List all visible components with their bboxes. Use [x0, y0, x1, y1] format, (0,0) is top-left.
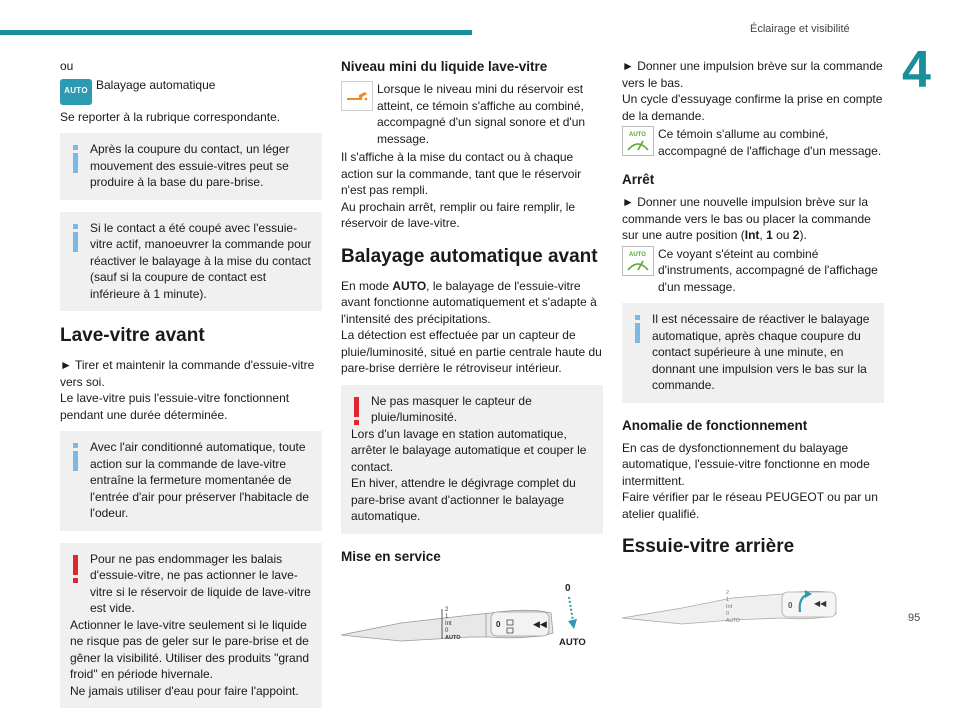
heading-arret: Arrêt [622, 172, 655, 187]
auto-row [60, 77, 322, 107]
heading-lave-vitre: Lave-vitre avant [60, 325, 205, 346]
info-text-col3: Il est nécessaire de réactiver le balayage automatique, après chaque coupure du contact supérieure à une minute, en donnant une impulsion vers le bas sur la commande. [652, 312, 870, 392]
rear-pos-1-label: 1 [726, 597, 730, 603]
rear-auto-label: AUTO [726, 618, 740, 624]
heading-niveau-mini: Niveau mini du liquide lave-vitre [341, 59, 548, 74]
heading-essuie-vitre-arriere: Essuie-vitre arrière [622, 536, 795, 557]
column-3 [622, 58, 884, 635]
warning-text-1b: Actionner le lave-vitre seulement si le liquide ne risque pas de geler sur le pare-brise et de gêner la visibilité. Utiliser des produits "grand froid" en période hivernale. [70, 617, 310, 681]
stalk-diagram-rear [622, 568, 884, 635]
warning-text-1a: Pour ne pas endommager les balais d'essuie-vitre, ne pas actionner le lave-vitre si le réservoir de liquide de lave-vitre est vide. [90, 551, 311, 615]
auto-p1-prefix: En mode [341, 278, 393, 293]
lave-description: Le lave-vitre puis l'essuie-vitre fonctionnent pendant une durée déterminée. [60, 391, 290, 422]
stalk-diagram-front [341, 573, 603, 658]
col3-p2: Un cycle d'essuyage confirme la prise en compte de la demande. [622, 92, 883, 123]
wiper-icon-wrap-1 [622, 126, 654, 156]
pos-0-label: 0 [445, 627, 449, 634]
rear-pos-0-label: 0 [726, 611, 730, 617]
wiper-indicator-row-1 [622, 126, 884, 159]
warning-text-2b: Lors d'un lavage en station automatique, arrêter le balayage automatique et couper le contact. [351, 426, 587, 474]
heading-balayage-auto: Balayage automatique avant [341, 245, 598, 267]
rear-ring-zero-label: 0 [788, 601, 793, 610]
info-box-2 [60, 212, 322, 312]
chapter-number: 4 [902, 41, 931, 99]
arret-int: Int [744, 228, 760, 242]
auto-label: Balayage automatique [96, 77, 216, 92]
fast-forward-icon: ◀◀ [533, 618, 547, 629]
refer-text: Se reporter à la rubrique correspondante. [60, 109, 281, 124]
anomalie-p2: Faire vérifier par le réseau PEUGEOT ou par un atelier qualifié. [622, 490, 878, 521]
auto-p2: La détection est effectuée par un capteur de pluie/luminosité, situé en partie centrale haute du pare-brise derrière le rétroviseur intérieur. [341, 328, 602, 375]
wiper-indicator-text-1: Ce témoin s'allume au combiné, accompagné de l'affichage d'un message. [658, 127, 882, 158]
lave-instruction: ► Tirer et maintenir la commande d'essuie-vitre vers soi. [60, 358, 315, 389]
arret-sep1: , [759, 228, 767, 242]
warning-text-2a: Ne pas masquer le capteur de pluie/luminosité. [371, 393, 532, 424]
warning-text-2c: En hiver, attendre le dégivrage complet du pare-brise avant d'actionner le balayage automatique. [351, 476, 576, 523]
info-icon [73, 224, 78, 252]
rear-fast-forward-icon: ◀◀ [814, 599, 827, 608]
int-label: Int [445, 620, 452, 627]
ring-zero-label: 0 [496, 619, 501, 629]
arret-end: ). [799, 228, 807, 242]
arret-one: 1 [766, 228, 773, 242]
pos-1-label: 1 [445, 613, 449, 620]
wiper-badge-text: AUTO [629, 251, 646, 258]
niveau-p3: Au prochain arrêt, remplir ou faire remplir, le réservoir de lave-vitre. [341, 199, 576, 230]
down-arrow-icon [568, 619, 577, 629]
auto-p1-bold: AUTO [392, 278, 427, 293]
warning-box-2 [341, 385, 603, 534]
fluid-level-icon-wrap [341, 81, 373, 111]
auto-big-label: AUTO [559, 636, 586, 648]
top-zero-label: 0 [565, 582, 571, 594]
column-2 [341, 58, 603, 657]
auto-wiper-icon [622, 246, 654, 276]
heading-mise-en-service: Mise en service [341, 548, 441, 564]
info-text-2: Si le contact a été coupé avec l'essuie-vitre actif, manoeuvrer la commande pour réactiver le balayage à la mise du contact (sauf si la coupure de contact est inférieure à 1 minute). [90, 220, 312, 301]
info-box-col3 [622, 303, 884, 403]
col3-p1: ► Donner une impulsion brève sur la commande vers le bas. [622, 59, 883, 90]
column-1 [60, 58, 322, 720]
arret-sep2: ou [772, 228, 793, 242]
anomalie-p1: En cas de dysfonctionnement du balayage automatique, l'essuie-vitre fonctionne en mode intermittent. [622, 440, 870, 488]
auto-p1 [341, 278, 603, 328]
niveau-p2: Il s'affiche à la mise du contact ou à chaque action sur la commande, tant que le réservoir n'est pas rempli. [341, 150, 582, 197]
fluid-level-row [341, 81, 603, 147]
auto-wiper-icon [622, 126, 654, 156]
ou-text: ou [60, 59, 74, 73]
auto-icon [60, 77, 92, 107]
info-text-1: Après la coupure du contact, un léger mouvement des essuie-vitres peut se produire à la base du pare-brise. [90, 142, 290, 189]
arret-p1-text: ► Donner une nouvelle impulsion brève sur la commande vers le bas ou placer la commande sur une autre position ( [622, 195, 871, 242]
arret-p1 [622, 194, 884, 244]
wiper-indicator-row-2 [622, 246, 884, 296]
warning-icon [354, 397, 359, 425]
arret-two: 2 [792, 228, 800, 242]
rear-int-label: Int [726, 604, 733, 610]
washer-fluid-icon [341, 81, 373, 111]
wiper-icon-wrap-2 [622, 246, 654, 276]
heading-anomalie: Anomalie de fonctionnement [622, 417, 808, 433]
rear-pos-2-label: 2 [726, 590, 730, 596]
info-icon [73, 145, 78, 173]
header-accent-bar [0, 30, 472, 35]
auto-p1-suffix: , le balayage de l'essuie-vitre avant fonctionne automatiquement et s'adapte à l'intensité des précipitations. [341, 278, 597, 326]
info-box-3 [60, 431, 322, 531]
section-title: Éclairage et visibilité [750, 23, 850, 35]
info-text-3: Avec l'air conditionné automatique, toute action sur la commande de lave-vitre entraîne la fermeture momentanée de l'entrée d'air pour préserver l'habitacle de l'odeur. [90, 440, 309, 520]
auto-badge: AUTO [60, 79, 92, 105]
wiper-badge-text: AUTO [629, 132, 646, 138]
info-icon [635, 315, 640, 343]
warning-box-1 [60, 543, 322, 709]
auto-pos-label: AUTO [445, 634, 461, 641]
fluid-level-text: Lorsque le niveau mini du réservoir est atteint, ce témoin s'affiche au combiné, accompagné d'un signal sonore et d'un message. [377, 82, 586, 146]
wiper-indicator-text-2: Ce voyant s'éteint au combiné d'instruments, accompagné de l'affichage d'un message. [658, 246, 878, 294]
info-icon [73, 443, 78, 471]
page-number: 95 [908, 612, 921, 624]
warning-text-1c: Ne jamais utiliser d'eau pour faire l'appoint. [70, 683, 299, 698]
warning-icon [73, 555, 78, 583]
info-box-1 [60, 133, 322, 200]
pos-2-label: 2 [445, 606, 449, 613]
